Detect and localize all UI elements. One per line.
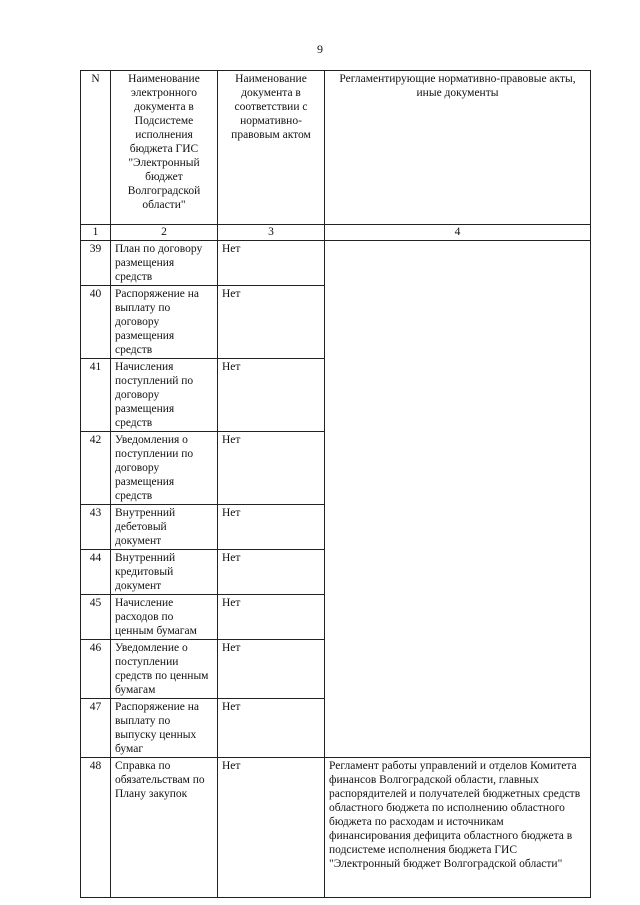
row-number: 40 bbox=[81, 286, 111, 359]
row-document-name: Нет bbox=[218, 241, 325, 286]
row-document-name: Нет bbox=[218, 286, 325, 359]
header-regulations: Регламентирующие нормативно-правовые акты, иные документы bbox=[325, 71, 591, 225]
row-regulations-empty bbox=[325, 241, 591, 758]
row-electronic-document-name: План по договору размещения средств bbox=[111, 241, 218, 286]
row-document-name: Нет bbox=[218, 758, 325, 898]
table-row bbox=[81, 758, 591, 898]
page-number: 9 bbox=[317, 42, 323, 56]
row-regulations: Регламент работы управлений и отделов Комитета финансов Волгоградской области, главных распорядителей и получателей бюджетных средств областного бюджета по исполнению областного бюджета по расходам и источникам финансирования дефицита областного бюджета в подсистеме исполнения бюджета ГИС "Электронный бюджет Волгоградской области" bbox=[325, 758, 591, 898]
header-number: N bbox=[81, 71, 111, 225]
row-number: 48 bbox=[81, 758, 111, 898]
row-document-name: Нет bbox=[218, 640, 325, 699]
row-number: 46 bbox=[81, 640, 111, 699]
row-document-name: Нет bbox=[218, 505, 325, 550]
row-electronic-document-name: Справка по обязательствам по Плану закупок bbox=[111, 758, 218, 898]
row-electronic-document-name: Распоряжение на выплату по выпуску ценных бумаг bbox=[111, 699, 218, 758]
row-document-name: Нет bbox=[218, 550, 325, 595]
row-number: 43 bbox=[81, 505, 111, 550]
column-number: 4 bbox=[325, 225, 591, 241]
row-document-name: Нет bbox=[218, 595, 325, 640]
row-number: 41 bbox=[81, 359, 111, 432]
row-number: 47 bbox=[81, 699, 111, 758]
table-header-row bbox=[81, 71, 591, 225]
row-electronic-document-name: Внутренний дебетовый документ bbox=[111, 505, 218, 550]
row-electronic-document-name: Уведомление о поступлении средств по ценным бумагам bbox=[111, 640, 218, 699]
row-document-name: Нет bbox=[218, 699, 325, 758]
column-numbers-row bbox=[81, 225, 591, 241]
documents-table bbox=[80, 70, 591, 898]
row-document-name: Нет bbox=[218, 359, 325, 432]
header-document-name: Наименование документа в соответствии с нормативно-правовым актом bbox=[218, 71, 325, 225]
column-number: 3 bbox=[218, 225, 325, 241]
row-electronic-document-name: Уведомления о поступлении по договору размещения средств bbox=[111, 432, 218, 505]
row-electronic-document-name: Начисление расходов по ценным бумагам bbox=[111, 595, 218, 640]
row-number: 44 bbox=[81, 550, 111, 595]
row-electronic-document-name: Распоряжение на выплату по договору размещения средств bbox=[111, 286, 218, 359]
row-number: 45 bbox=[81, 595, 111, 640]
row-document-name: Нет bbox=[218, 432, 325, 505]
table-row bbox=[81, 241, 591, 286]
column-number: 2 bbox=[111, 225, 218, 241]
row-number: 39 bbox=[81, 241, 111, 286]
column-number: 1 bbox=[81, 225, 111, 241]
row-electronic-document-name: Начисления поступлений по договору размещения средств bbox=[111, 359, 218, 432]
row-number: 42 bbox=[81, 432, 111, 505]
row-electronic-document-name: Внутренний кредитовый документ bbox=[111, 550, 218, 595]
header-electronic-document-name: Наименование электронного документа в Подсистеме исполнения бюджета ГИС "Электронный бюджет Волгоградской области" bbox=[111, 71, 218, 225]
